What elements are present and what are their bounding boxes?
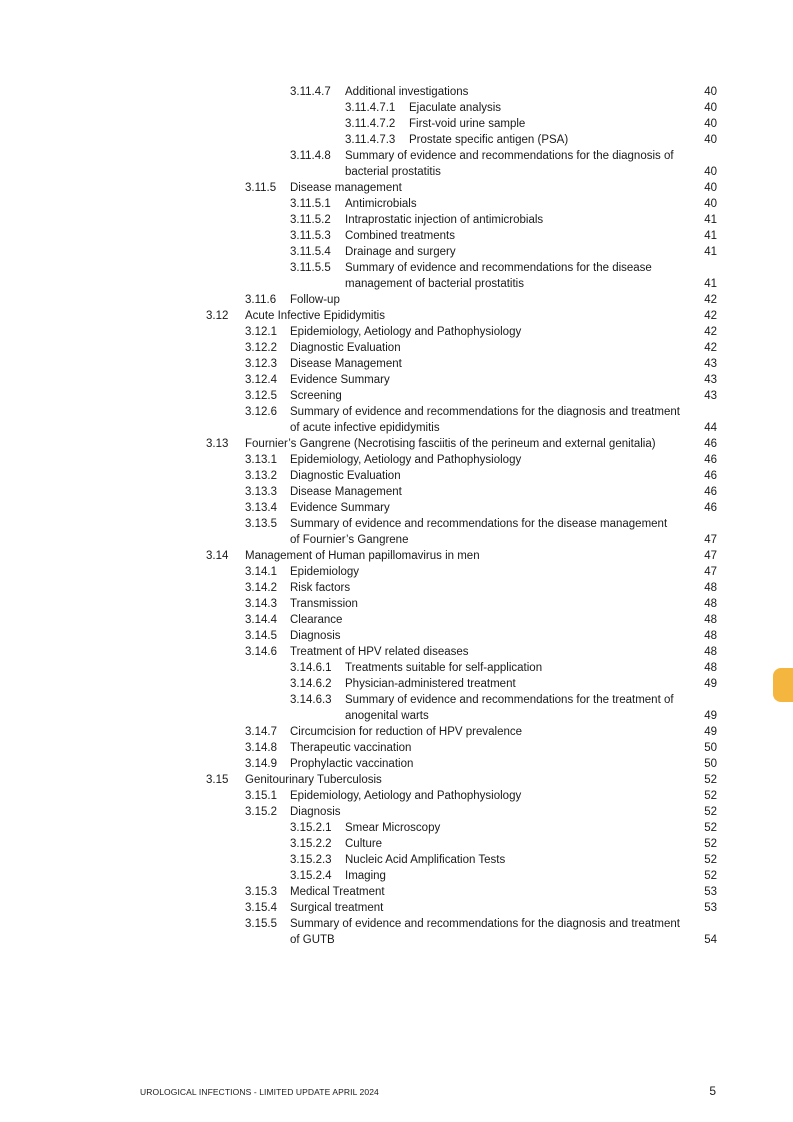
- toc-entry-number: 3.15.2.1: [290, 822, 332, 834]
- toc-entry-number: 3.14.1: [245, 566, 277, 578]
- toc-entry-number: 3.14.4: [245, 614, 277, 626]
- toc-entry-title: Treatment of HPV related diseases: [290, 646, 469, 658]
- toc-entry-number: 3.15.3: [245, 886, 277, 898]
- toc-entry-number: 3.11.4.7: [290, 86, 331, 98]
- toc-entry[interactable]: [0, 276, 793, 292]
- toc-entry-page: 53: [704, 902, 717, 914]
- toc-entry-title: Additional investigations: [345, 86, 469, 98]
- toc-entry-title: Epidemiology, Aetiology and Pathophysiology: [290, 326, 522, 338]
- toc-entry-title: Diagnosis: [290, 806, 341, 818]
- toc-entry[interactable]: [0, 532, 793, 548]
- toc-entry-page: 40: [704, 134, 717, 146]
- toc-entry-page: 43: [704, 358, 717, 370]
- toc-entry-page: 40: [704, 102, 717, 114]
- toc-entry[interactable]: [0, 340, 793, 356]
- toc-entry-number: 3.11.4.7.1: [345, 102, 396, 114]
- toc-entry-title: management of bacterial prostatitis: [345, 278, 524, 290]
- toc-entry-number: 3.15.1: [245, 790, 277, 802]
- toc-entry-number: 3.11.5.5: [290, 262, 331, 274]
- toc-entry-number: 3.14.6.2: [290, 678, 332, 690]
- toc-entry-number: 3.14.3: [245, 598, 277, 610]
- toc-entry-number: 3.13.5: [245, 518, 277, 530]
- toc-entry-title: Summary of evidence and recommendations for the disease: [345, 262, 652, 274]
- toc-entry-title: Screening: [290, 390, 342, 402]
- toc-entry[interactable]: [0, 228, 793, 244]
- toc-entry-page: 49: [704, 726, 717, 738]
- toc-entry[interactable]: [0, 612, 793, 628]
- toc-entry-title: Follow-up: [290, 294, 340, 306]
- toc-entry-number: 3.15.2.4: [290, 870, 332, 882]
- toc-entry-title: Surgical treatment: [290, 902, 384, 914]
- toc-entry-page: 46: [704, 470, 717, 482]
- toc-entry-title: Summary of evidence and recommendations for the disease management: [290, 518, 668, 530]
- toc-entry-page: 54: [704, 934, 717, 946]
- toc-entry[interactable]: [0, 708, 793, 724]
- toc-entry-page: 50: [704, 758, 717, 770]
- toc-entry-number: 3.14.6.1: [290, 662, 332, 674]
- toc-entry-title: Diagnostic Evaluation: [290, 470, 401, 482]
- toc-entry[interactable]: [0, 900, 793, 916]
- toc-entry-page: 52: [704, 774, 717, 786]
- toc-entry-number: 3.11.4.8: [290, 150, 331, 162]
- toc-entry[interactable]: [0, 804, 793, 820]
- toc-entry-page: 46: [704, 486, 717, 498]
- toc-entry-title: Therapeutic vaccination: [290, 742, 412, 754]
- toc-entry-title: Summary of evidence and recommendations for the diagnosis and treatment: [290, 918, 680, 930]
- toc-entry-page: 46: [704, 454, 717, 466]
- toc-entry-page: 42: [704, 326, 717, 338]
- toc-entry-page: 52: [704, 790, 717, 802]
- toc-entry-title: Diagnosis: [290, 630, 341, 642]
- toc-entry-title: Genitourinary Tuberculosis: [245, 774, 382, 786]
- toc-entry[interactable]: [0, 164, 793, 180]
- toc-entry-page: 41: [704, 278, 717, 290]
- toc-entry-number: 3.15.4: [245, 902, 277, 914]
- toc-entry-title: Epidemiology, Aetiology and Pathophysiology: [290, 454, 522, 466]
- toc-entry[interactable]: [0, 292, 793, 308]
- toc-entry[interactable]: [0, 452, 793, 468]
- toc-entry-title: Evidence Summary: [290, 502, 390, 514]
- toc-entry-number: 3.11.6: [245, 294, 277, 306]
- toc-entry-page: 46: [704, 438, 717, 450]
- toc-entry[interactable]: [0, 212, 793, 228]
- toc-entry-page: 44: [704, 422, 717, 434]
- toc-entry-page: 46: [704, 502, 717, 514]
- toc-entry-page: 48: [704, 598, 717, 610]
- toc-entry[interactable]: [0, 740, 793, 756]
- toc-entry-page: 53: [704, 886, 717, 898]
- toc-entry-title: Intraprostatic injection of antimicrobials: [345, 214, 544, 226]
- toc-entry-title: Physician-administered treatment: [345, 678, 516, 690]
- toc-entry-number: 3.12.6: [245, 406, 277, 418]
- toc-entry-number: 3.12.3: [245, 358, 277, 370]
- toc-entry-number: 3.12.5: [245, 390, 277, 402]
- toc-entry-number: 3.13.4: [245, 502, 277, 514]
- toc-entry-title: First-void urine sample: [409, 118, 526, 130]
- toc-entry-page: 42: [704, 342, 717, 354]
- toc-entry[interactable]: [0, 676, 793, 692]
- toc-entry-title: Imaging: [345, 870, 386, 882]
- toc-entry-title: Drainage and surgery: [345, 246, 456, 258]
- toc-entry-title: Prophylactic vaccination: [290, 758, 414, 770]
- toc-entry-page: 50: [704, 742, 717, 754]
- toc-entry-page: 52: [704, 854, 717, 866]
- toc-entry-title: Transmission: [290, 598, 358, 610]
- toc-entry[interactable]: [0, 516, 793, 532]
- toc-entry[interactable]: [0, 308, 793, 324]
- toc-entry-title: anogenital warts: [345, 710, 429, 722]
- toc-entry-title: Circumcision for reduction of HPV prevalence: [290, 726, 523, 738]
- toc-entry-title: Disease management: [290, 182, 402, 194]
- toc-entry[interactable]: [0, 756, 793, 772]
- toc-entry-number: 3.12.1: [245, 326, 277, 338]
- toc-entry-number: 3.15.2.3: [290, 854, 332, 866]
- toc-entry[interactable]: [0, 436, 793, 452]
- toc-entry-number: 3.14.8: [245, 742, 277, 754]
- toc-entry-number: 3.11.5.3: [290, 230, 331, 242]
- toc-entry-number: 3.14.6: [245, 646, 277, 658]
- toc-entry-title: Management of Human papillomavirus in men: [245, 550, 480, 562]
- toc-entry-number: 3.14.9: [245, 758, 277, 770]
- toc-entry[interactable]: [0, 820, 793, 836]
- toc-entry[interactable]: [0, 324, 793, 340]
- toc-entry-page: 48: [704, 630, 717, 642]
- toc-entry-number: 3.11.5.2: [290, 214, 331, 226]
- toc-entry-title: of Fournier’s Gangrene: [290, 534, 409, 546]
- toc-entry[interactable]: [0, 596, 793, 612]
- toc-entry-title: Summary of evidence and recommendations for the treatment of: [345, 694, 674, 706]
- toc-entry-page: 52: [704, 822, 717, 834]
- toc-entry[interactable]: [0, 788, 793, 804]
- toc-entry[interactable]: [0, 548, 793, 564]
- toc-entry-page: 40: [704, 198, 717, 210]
- toc-entry[interactable]: [0, 388, 793, 404]
- toc-entry-page: 41: [704, 246, 717, 258]
- toc-entry-number: 3.14: [206, 550, 229, 562]
- toc-entry-title: Disease Management: [290, 486, 402, 498]
- toc-entry-title: Epidemiology: [290, 566, 360, 578]
- toc-entry-number: 3.13.3: [245, 486, 277, 498]
- toc-entry-title: of acute infective epididymitis: [290, 422, 440, 434]
- toc-entry[interactable]: [0, 404, 793, 420]
- toc-entry-number: 3.14.6.3: [290, 694, 332, 706]
- toc-entry-title: Treatments suitable for self-application: [345, 662, 543, 674]
- toc-entry-title: Disease Management: [290, 358, 402, 370]
- toc-entry-page: 48: [704, 646, 717, 658]
- toc-entry[interactable]: [0, 932, 793, 948]
- toc-entry-number: 3.14.5: [245, 630, 277, 642]
- toc-entry-title: Epidemiology, Aetiology and Pathophysiology: [290, 790, 522, 802]
- toc-entry-number: 3.11.5: [245, 182, 277, 194]
- toc-entry-number: 3.11.5.1: [290, 198, 331, 210]
- toc-entry[interactable]: [0, 420, 793, 436]
- toc-entry-page: 42: [704, 310, 717, 322]
- toc-entry-number: 3.11.4.7.3: [345, 134, 396, 146]
- toc-entry-page: 48: [704, 614, 717, 626]
- toc-entry-title: Antimicrobials: [345, 198, 417, 210]
- toc-entry-title: Nucleic Acid Amplification Tests: [345, 854, 506, 866]
- toc-entry[interactable]: [0, 916, 793, 932]
- toc-entry-title: of GUTB: [290, 934, 335, 946]
- toc-entry[interactable]: [0, 84, 793, 100]
- toc-entry[interactable]: [0, 564, 793, 580]
- toc-entry-number: 3.15.2: [245, 806, 277, 818]
- toc-entry[interactable]: [0, 372, 793, 388]
- toc-entry[interactable]: [0, 180, 793, 196]
- toc-entry-page: 40: [704, 166, 717, 178]
- toc-entry-number: 3.12.4: [245, 374, 277, 386]
- toc-entry-title: Acute Infective Epididymitis: [245, 310, 385, 322]
- toc-entry-title: Summary of evidence and recommendations for the diagnosis and treatment: [290, 406, 680, 418]
- toc-entry-title: Medical Treatment: [290, 886, 385, 898]
- toc-entry-page: 47: [704, 550, 717, 562]
- toc-entry[interactable]: [0, 196, 793, 212]
- toc-entry[interactable]: [0, 132, 793, 148]
- toc-entry-page: 52: [704, 806, 717, 818]
- toc-entry[interactable]: [0, 724, 793, 740]
- footer-page-number: 5: [709, 1084, 716, 1098]
- toc-entry-number: 3.13: [206, 438, 229, 450]
- toc-entry-page: 43: [704, 390, 717, 402]
- toc-entry-page: 40: [704, 182, 717, 194]
- toc-entry-page: 43: [704, 374, 717, 386]
- table-of-contents: [0, 84, 793, 948]
- toc-entry-page: 47: [704, 566, 717, 578]
- toc-entry[interactable]: [0, 116, 793, 132]
- chapter-tab-marker: [773, 668, 793, 702]
- toc-entry[interactable]: [0, 772, 793, 788]
- toc-entry-title: Diagnostic Evaluation: [290, 342, 401, 354]
- toc-entry-title: Smear Microscopy: [345, 822, 441, 834]
- toc-entry[interactable]: [0, 644, 793, 660]
- toc-entry[interactable]: [0, 868, 793, 884]
- toc-entry-title: Prostate specific antigen (PSA): [409, 134, 569, 146]
- toc-entry[interactable]: [0, 468, 793, 484]
- toc-entry[interactable]: [0, 836, 793, 852]
- toc-entry[interactable]: [0, 660, 793, 676]
- toc-entry[interactable]: [0, 100, 793, 116]
- toc-entry[interactable]: [0, 628, 793, 644]
- toc-entry-number: 3.13.1: [245, 454, 277, 466]
- toc-entry-number: 3.13.2: [245, 470, 277, 482]
- toc-entry-page: 48: [704, 662, 717, 674]
- toc-entry-number: 3.15.2.2: [290, 838, 332, 850]
- toc-entry[interactable]: [0, 692, 793, 708]
- toc-entry-page: 41: [704, 230, 717, 242]
- toc-entry-page: 41: [704, 214, 717, 226]
- toc-entry[interactable]: [0, 852, 793, 868]
- toc-entry-page: 40: [704, 118, 717, 130]
- toc-entry[interactable]: [0, 484, 793, 500]
- toc-entry-page: 52: [704, 838, 717, 850]
- toc-entry-number: 3.11.4.7.2: [345, 118, 396, 130]
- toc-entry-page: 48: [704, 582, 717, 594]
- toc-entry-number: 3.11.5.4: [290, 246, 331, 258]
- toc-entry-title: Summary of evidence and recommendations for the diagnosis of: [345, 150, 674, 162]
- toc-entry[interactable]: [0, 260, 793, 276]
- toc-entry-number: 3.15: [206, 774, 229, 786]
- toc-entry-number: 3.14.7: [245, 726, 277, 738]
- footer-document-title: UROLOGICAL INFECTIONS - LIMITED UPDATE APRIL 2024: [140, 1087, 379, 1097]
- toc-entry[interactable]: [0, 500, 793, 516]
- toc-entry-number: 3.14.2: [245, 582, 277, 594]
- toc-entry-number: 3.12.2: [245, 342, 277, 354]
- toc-entry-page: 42: [704, 294, 717, 306]
- toc-entry-title: Combined treatments: [345, 230, 455, 242]
- toc-entry-page: 49: [704, 710, 717, 722]
- toc-entry-page: 52: [704, 870, 717, 882]
- toc-entry[interactable]: [0, 356, 793, 372]
- toc-entry-title: Clearance: [290, 614, 343, 626]
- toc-entry-title: bacterial prostatitis: [345, 166, 441, 178]
- toc-entry-page: 49: [704, 678, 717, 690]
- toc-entry-title: Fournier’s Gangrene (Necrotising fasciitis of the perineum and external genitalia): [245, 438, 656, 450]
- toc-entry-number: 3.12: [206, 310, 229, 322]
- toc-entry-page: 47: [704, 534, 717, 546]
- toc-entry[interactable]: [0, 580, 793, 596]
- toc-entry[interactable]: [0, 148, 793, 164]
- toc-entry[interactable]: [0, 244, 793, 260]
- toc-entry-title: Risk factors: [290, 582, 351, 594]
- toc-entry-title: Evidence Summary: [290, 374, 390, 386]
- toc-entry-title: Culture: [345, 838, 383, 850]
- toc-entry-page: 40: [704, 86, 717, 98]
- toc-entry-number: 3.15.5: [245, 918, 277, 930]
- toc-entry[interactable]: [0, 884, 793, 900]
- toc-entry-title: Ejaculate analysis: [409, 102, 502, 114]
